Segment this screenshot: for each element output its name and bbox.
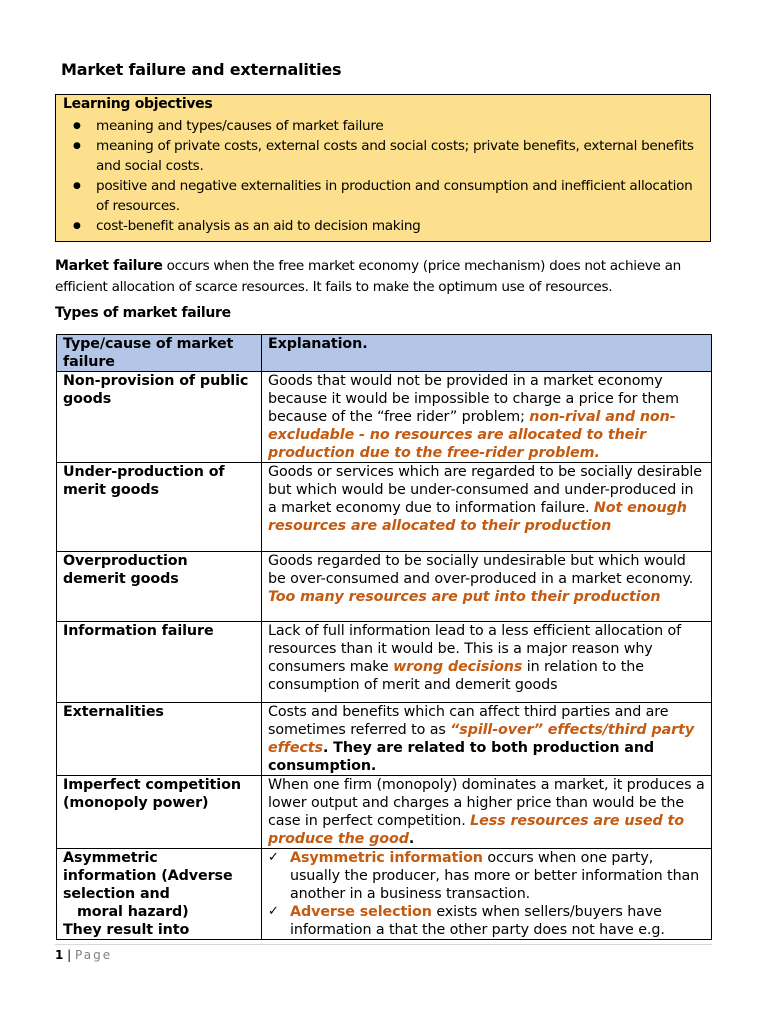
row-type: Externalities — [57, 703, 262, 776]
section-heading: Types of market failure — [55, 305, 231, 321]
intro-paragraph — [55, 256, 715, 297]
learning-objectives-box — [55, 94, 711, 242]
table-header-row — [57, 335, 712, 372]
explanation-text: occurs when one party, usually the producer, has more or better information than another in a business transaction. — [290, 850, 700, 902]
explanation-text-after: . — [408, 831, 415, 847]
objective-item: ● cost-benefit analysis as an aid to decision making — [56, 216, 696, 236]
objectives-heading: Learning objectives — [63, 96, 213, 112]
objective-item: ● meaning and types/causes of market failure — [56, 116, 696, 136]
row-type-line: Asymmetric information (Adverse selection and — [63, 850, 233, 902]
row-type: Information failure — [57, 622, 262, 703]
column-header-explanation: Explanation. — [262, 335, 712, 372]
objectives-list — [56, 116, 696, 236]
page-footer — [55, 948, 112, 962]
objective-item: ● meaning of private costs, external costs and social costs; private benefits, external benefits and social costs. — [56, 136, 696, 176]
table-row — [57, 463, 712, 552]
row-type — [57, 849, 262, 940]
column-header-type: Type/cause of market failure — [57, 335, 262, 372]
row-explanation — [262, 703, 712, 776]
page-label: Page — [75, 948, 113, 962]
explanation-text: exists when sellers/buyers have information a that the other party does not have e.g. — [290, 904, 665, 938]
explanation-text: Goods that would not be provided in a market economy because it would be impossible to charge a price for them because of the “free rider” problem; — [268, 373, 679, 425]
explanation-text: Costs and benefits which can affect third parties and are sometimes referred to as — [268, 704, 669, 738]
row-explanation — [262, 622, 712, 703]
explanation-text: Lack of full information lead to a less efficient allocation of resources than it would be. This is a major reason why consumers make — [268, 623, 682, 675]
explanation-highlight: Not enough resources are allocated to their production — [268, 500, 687, 534]
objective-item: ● positive and negative externalities in production and consumption and inefficient allocation of resources. — [56, 176, 696, 216]
row-explanation — [262, 849, 712, 940]
table-row — [57, 622, 712, 703]
explanation-highlight: Less resources are used to produce the good — [268, 813, 684, 847]
intro-text: occurs when the free market economy (price mechanism) does not achieve an efficient allocation of scarce resources. It fails to make the optimum use of resources. — [55, 258, 681, 295]
table-row — [57, 552, 712, 622]
row-type: Imperfect competition (monopoly power) — [57, 776, 262, 849]
row-type-line: moral hazard) — [77, 904, 189, 920]
explanation-highlight: wrong decisions — [393, 659, 523, 675]
explanation-text-after: . They are related to both production and consumption. — [268, 740, 655, 774]
explanation-highlight: Too many resources are put into their production — [268, 589, 661, 605]
explanation-highlight: non-rival and non-excludable - no resources are allocated to their production due to the free-rider problem. — [268, 409, 676, 461]
table-row — [57, 372, 712, 463]
page-number: 1 — [55, 948, 64, 962]
check-list — [268, 849, 705, 939]
row-explanation — [262, 463, 712, 552]
row-type: Non-provision of public goods — [57, 372, 262, 463]
explanation-text: Goods regarded to be socially undesirable but which would be over-consumed and over-produced in a market economy. — [268, 553, 694, 587]
table-row — [57, 703, 712, 776]
row-type-line: They result into — [63, 922, 190, 938]
table-row — [57, 776, 712, 849]
check-item — [268, 903, 705, 939]
row-explanation — [262, 372, 712, 463]
explanation-highlight: Asymmetric information — [290, 850, 483, 866]
row-explanation — [262, 552, 712, 622]
row-type: Overproduction demerit goods — [57, 552, 262, 622]
market-failure-table — [56, 334, 712, 940]
page-title: Market failure and externalities — [61, 60, 342, 79]
row-type: Under-production of merit goods — [57, 463, 262, 552]
row-explanation — [262, 776, 712, 849]
intro-term: Market failure — [55, 258, 163, 274]
footer-divider — [55, 944, 712, 945]
check-item — [268, 849, 705, 903]
footer-separator: | — [63, 948, 76, 962]
explanation-text: When one firm (monopoly) dominates a market, it produces a lower output and charges a higher price than would be the case in perfect competition. — [268, 777, 705, 829]
explanation-highlight: “spill-over” effects/third party effects — [268, 722, 695, 756]
table-row — [57, 849, 712, 940]
explanation-highlight: Adverse selection — [290, 904, 432, 920]
explanation-text: Goods or services which are regarded to be socially desirable but which would be under-consumed and under-produced in a market economy due to information failure. — [268, 464, 702, 516]
explanation-text-after: in relation to the consumption of merit and demerit goods — [268, 659, 644, 693]
